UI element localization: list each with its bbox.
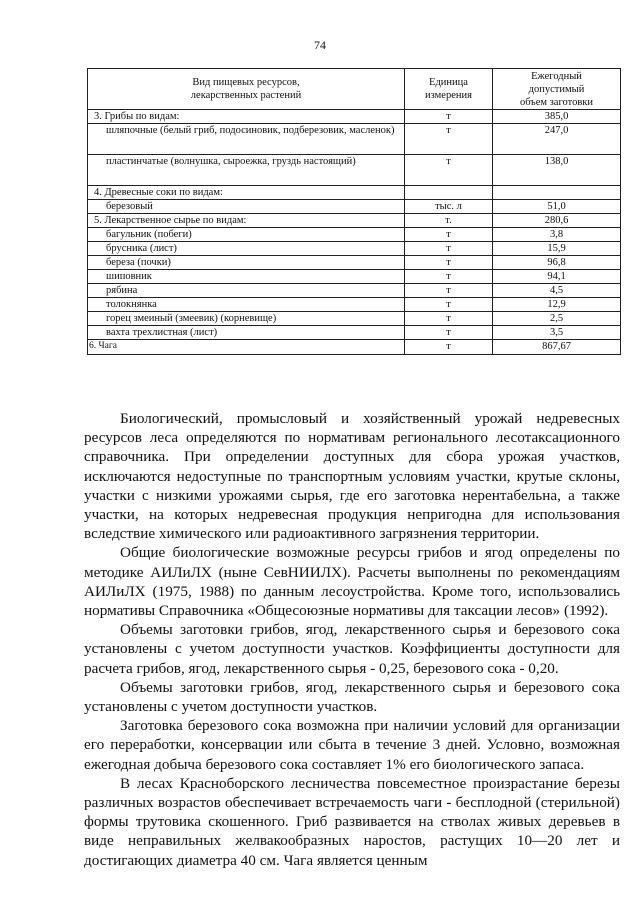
table-body [88,110,621,355]
resource-name-cell: багульник (побеги) [88,228,405,242]
body-paragraph: Объемы заготовки грибов, ягод, лекарственного сырья и березового сока установлены с учетом доступности участков. Коэффициенты доступности для расчета грибов, ягод, лекарственного сырья - 0,25, березового сока - 0,20. [84,621,620,677]
resource-name-cell: березовый [88,200,405,214]
table-row [88,242,621,256]
unit-cell: т [405,312,493,326]
volume-cell: 247,0 [493,124,621,155]
page-number: 74 [314,38,326,52]
table-row [88,186,621,200]
unit-cell: тыс. л [405,200,493,214]
volume-cell: 3,5 [493,326,621,340]
table-row [88,298,621,312]
unit-cell: т [405,326,493,340]
resource-name-cell: 5. Лекарственное сырье по видам: [88,214,405,228]
body-paragraph: Объемы заготовки грибов, ягод, лекарственного сырья и березового сока установлены с учетом доступности участков. [84,678,620,716]
unit-cell: т [405,256,493,270]
volume-cell: 94,1 [493,270,621,284]
unit-cell: т [405,340,493,355]
volume-cell [493,186,621,200]
header-resource-type: Вид пищевых ресурсов, лекарственных растений [88,69,405,110]
resource-name-cell: шляпочные (белый гриб, подосиновик, подберезовик, масленок) [88,124,405,155]
resource-name-cell: вахта трехлистная (лист) [88,326,405,340]
volume-cell: 51,0 [493,200,621,214]
volume-cell: 385,0 [493,110,621,124]
body-paragraph: Заготовка березового сока возможна при наличии условий для организации его переработки, консервации или сбыта в течение 3 дней. Условно, возможная ежегодная добыча березового сока составляет 1% его биологического запаса. [84,717,620,773]
resource-volume-table [87,68,621,355]
table-row [88,228,621,242]
resource-name-cell: береза (почки) [88,256,405,270]
body-text [84,409,620,870]
unit-cell: т [405,270,493,284]
unit-cell: т [405,298,493,312]
resource-name-cell: горец змеиный (змеевик) (корневище) [88,312,405,326]
table-row [88,270,621,284]
body-paragraph: В лесах Красноборского лесничества повсеместное произрастание березы различных возрастов обеспечивает встречаемость чаги - бесплодной (стерильной) формы трутовика скошенного. Гриб развивается на стволах живых деревьев в виде неправильных желвакообразных наростов, растущих 10—20 лет и достигающих диаметра 40 см. Чага является ценным [84,774,620,869]
unit-cell: т [405,228,493,242]
resource-name-cell: толокнянка [88,298,405,312]
unit-cell: т [405,110,493,124]
resource-name-cell: брусника (лист) [88,242,405,256]
table-row [88,256,621,270]
header-annual-volume: Ежегодный допустимый объем заготовки [493,69,621,110]
volume-cell: 3,8 [493,228,621,242]
resource-name-cell: рябина [88,284,405,298]
table-row [88,312,621,326]
unit-cell: т [405,155,493,186]
volume-cell: 4,5 [493,284,621,298]
unit-cell: т [405,284,493,298]
resource-name-cell: пластинчатые (волнушка, сыроежка, груздь настоящий) [88,155,405,186]
volume-cell: 138,0 [493,155,621,186]
header-unit: Единица измерения [405,69,493,110]
unit-cell: т [405,242,493,256]
unit-cell: т [405,124,493,155]
resource-name-cell: 3. Грибы по видам: [88,110,405,124]
table-row [88,340,621,355]
table-row [88,155,621,186]
table-row [88,214,621,228]
unit-cell: т. [405,214,493,228]
body-paragraph: Биологический, промысловый и хозяйственный урожай недревесных ресурсов леса определяются по нормативам регионального лесотаксационного справочника. При определении доступных для сбора урожая участков, исключаются недоступные по транспортным условиям участки, крутые склоны, участки с низкими урожаями сырья, где его заготовка нерентабельна, а также участки, на которых недревесная продукция непригодна для использования вследствие химического или радиоактивного загрязнения территории. [84,410,620,543]
table-row [88,326,621,340]
table-row [88,124,621,155]
resource-name-cell: 6. Чага [88,340,405,355]
resource-name-cell: 4. Древесные соки по видам: [88,186,405,200]
volume-cell: 12,9 [493,298,621,312]
unit-cell [405,186,493,200]
volume-cell: 96,8 [493,256,621,270]
table-header-row [88,69,621,110]
volume-cell: 280,6 [493,214,621,228]
table-row [88,200,621,214]
body-paragraph: Общие биологические возможные ресурсы грибов и ягод определены по методике АИЛиЛХ (ныне СевНИИЛХ). Расчеты выполнены по рекомендациям АИЛиЛХ (1975, 1988) по данным лесоустройства. Кроме того, использовались нормативы Справочника «Общесоюзные нормативы для таксации лесов» (1992). [84,544,620,620]
volume-cell: 2,5 [493,312,621,326]
table-row [88,284,621,298]
volume-cell: 15,9 [493,242,621,256]
volume-cell: 867,67 [493,340,621,355]
table-row [88,110,621,124]
resource-name-cell: шиповник [88,270,405,284]
